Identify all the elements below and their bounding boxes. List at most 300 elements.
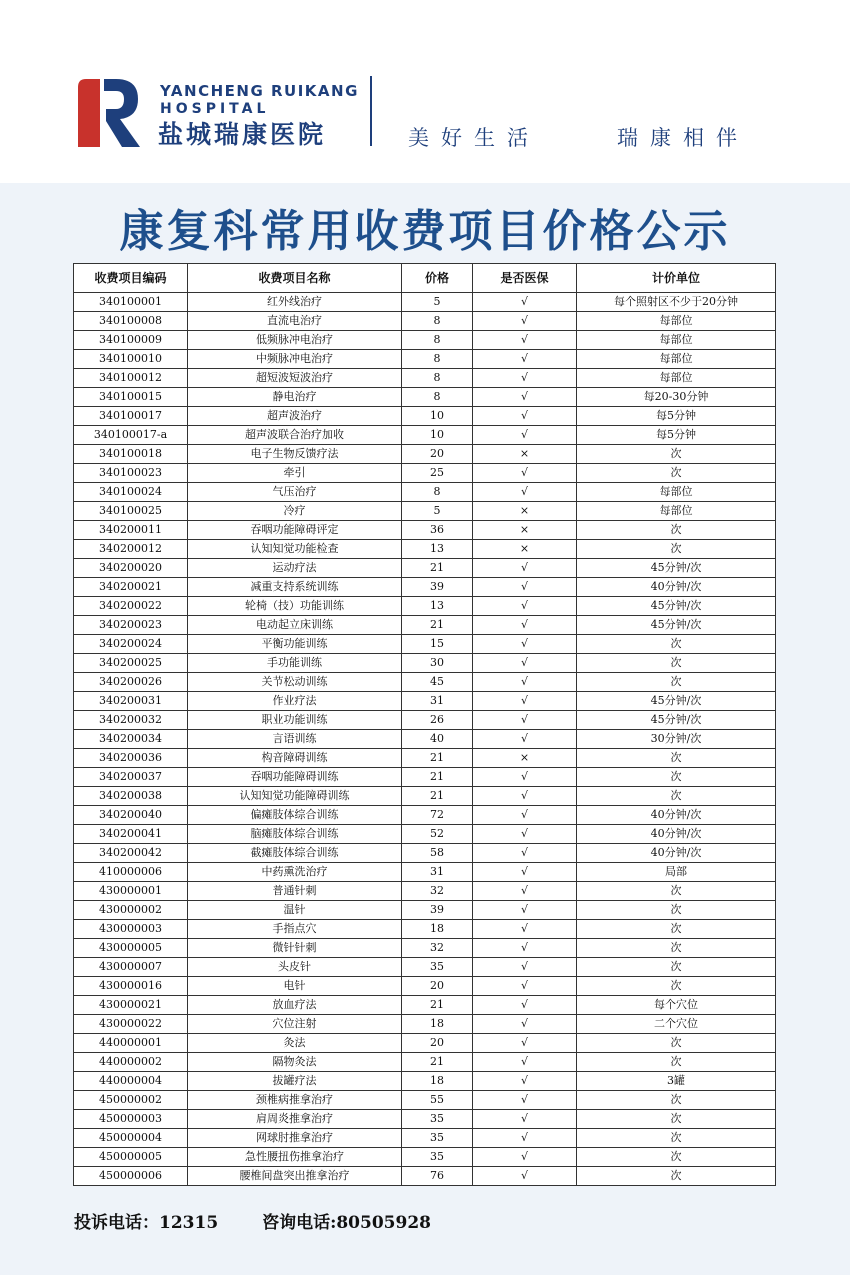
item-insurance: √ <box>473 312 577 331</box>
item-code: 340100010 <box>74 350 188 369</box>
item-code: 430000022 <box>74 1015 188 1034</box>
item-code: 340100023 <box>74 464 188 483</box>
table-row <box>74 388 776 407</box>
item-unit: 每20-30分钟 <box>577 388 776 407</box>
item-price: 55 <box>402 1091 473 1110</box>
item-price: 15 <box>402 635 473 654</box>
item-code: 430000001 <box>74 882 188 901</box>
item-price: 36 <box>402 521 473 540</box>
item-insurance: × <box>473 502 577 521</box>
item-price: 20 <box>402 445 473 464</box>
item-code: 430000016 <box>74 977 188 996</box>
item-insurance: √ <box>473 711 577 730</box>
item-price: 31 <box>402 863 473 882</box>
item-unit: 次 <box>577 654 776 673</box>
item-code: 340100017 <box>74 407 188 426</box>
item-unit: 每5分钟 <box>577 407 776 426</box>
item-insurance: √ <box>473 350 577 369</box>
item-name: 红外线治疗 <box>188 293 402 312</box>
item-price: 18 <box>402 1072 473 1091</box>
logo-name-english-1: YANCHENG RUIKANG <box>160 82 359 100</box>
table-row <box>74 749 776 768</box>
item-name: 言语训练 <box>188 730 402 749</box>
item-price: 26 <box>402 711 473 730</box>
table-row <box>74 578 776 597</box>
item-price: 35 <box>402 958 473 977</box>
item-name: 脑瘫肢体综合训练 <box>188 825 402 844</box>
item-insurance: √ <box>473 1072 577 1091</box>
item-price: 21 <box>402 616 473 635</box>
item-unit: 次 <box>577 521 776 540</box>
item-unit: 次 <box>577 540 776 559</box>
item-price: 21 <box>402 787 473 806</box>
item-code: 340200034 <box>74 730 188 749</box>
item-insurance: √ <box>473 331 577 350</box>
header-banner <box>0 0 850 183</box>
item-code: 340200032 <box>74 711 188 730</box>
item-unit: 45分钟/次 <box>577 597 776 616</box>
item-unit: 每部位 <box>577 312 776 331</box>
item-insurance: √ <box>473 1091 577 1110</box>
header-code: 收费项目编码 <box>74 264 188 293</box>
item-name: 减重支持系统训练 <box>188 578 402 597</box>
item-unit: 45分钟/次 <box>577 559 776 578</box>
item-price: 31 <box>402 692 473 711</box>
item-unit: 次 <box>577 464 776 483</box>
item-code: 440000002 <box>74 1053 188 1072</box>
item-name: 电子生物反馈疗法 <box>188 445 402 464</box>
item-insurance: √ <box>473 654 577 673</box>
item-unit: 次 <box>577 787 776 806</box>
item-unit: 次 <box>577 1148 776 1167</box>
item-code: 430000003 <box>74 920 188 939</box>
item-name: 牵引 <box>188 464 402 483</box>
item-insurance: √ <box>473 1129 577 1148</box>
item-unit: 每5分钟 <box>577 426 776 445</box>
item-insurance: √ <box>473 882 577 901</box>
item-name: 电动起立床训练 <box>188 616 402 635</box>
item-insurance: × <box>473 445 577 464</box>
item-name: 运动疗法 <box>188 559 402 578</box>
item-name: 肩周炎推拿治疗 <box>188 1110 402 1129</box>
item-unit: 次 <box>577 1129 776 1148</box>
item-name: 职业功能训练 <box>188 711 402 730</box>
item-insurance: √ <box>473 920 577 939</box>
item-code: 340100018 <box>74 445 188 464</box>
item-name: 普通针刺 <box>188 882 402 901</box>
item-insurance: √ <box>473 958 577 977</box>
item-name: 微针针刺 <box>188 939 402 958</box>
table-row <box>74 407 776 426</box>
complaint-phone: 投诉电话：12315 <box>74 1213 219 1233</box>
item-price: 18 <box>402 920 473 939</box>
item-price: 8 <box>402 312 473 331</box>
item-code: 430000002 <box>74 901 188 920</box>
item-price: 35 <box>402 1110 473 1129</box>
item-insurance: √ <box>473 1015 577 1034</box>
item-code: 340200026 <box>74 673 188 692</box>
item-unit: 次 <box>577 749 776 768</box>
item-price: 8 <box>402 350 473 369</box>
item-insurance: √ <box>473 464 577 483</box>
item-unit: 次 <box>577 635 776 654</box>
item-name: 拔罐疗法 <box>188 1072 402 1091</box>
item-insurance: √ <box>473 730 577 749</box>
slogan-part-1: 美好生活 <box>408 126 540 150</box>
item-insurance: √ <box>473 616 577 635</box>
item-insurance: √ <box>473 806 577 825</box>
item-unit: 次 <box>577 1034 776 1053</box>
item-code: 340200031 <box>74 692 188 711</box>
item-unit: 次 <box>577 1091 776 1110</box>
item-price: 8 <box>402 483 473 502</box>
item-name: 关节松动训练 <box>188 673 402 692</box>
item-price: 21 <box>402 559 473 578</box>
item-price: 72 <box>402 806 473 825</box>
item-insurance: √ <box>473 1034 577 1053</box>
item-name: 超声波治疗 <box>188 407 402 426</box>
table-row <box>74 673 776 692</box>
item-name: 气压治疗 <box>188 483 402 502</box>
item-code: 450000005 <box>74 1148 188 1167</box>
page-title: 康复科常用收费项目价格公示 <box>119 206 731 257</box>
item-name: 作业疗法 <box>188 692 402 711</box>
item-code: 340100012 <box>74 369 188 388</box>
item-unit: 每部位 <box>577 331 776 350</box>
item-name: 截瘫肢体综合训练 <box>188 844 402 863</box>
item-code: 340100015 <box>74 388 188 407</box>
item-code: 440000001 <box>74 1034 188 1053</box>
item-price: 8 <box>402 388 473 407</box>
item-name: 隔物灸法 <box>188 1053 402 1072</box>
table-row <box>74 502 776 521</box>
table-row <box>74 863 776 882</box>
item-code: 440000004 <box>74 1072 188 1091</box>
item-name: 急性腰扭伤推拿治疗 <box>188 1148 402 1167</box>
table-body <box>74 293 776 1186</box>
item-code: 450000002 <box>74 1091 188 1110</box>
item-name: 吞咽功能障碍训练 <box>188 768 402 787</box>
item-insurance: √ <box>473 426 577 445</box>
item-price: 5 <box>402 502 473 521</box>
item-unit: 45分钟/次 <box>577 692 776 711</box>
item-insurance: √ <box>473 939 577 958</box>
item-insurance: √ <box>473 578 577 597</box>
table-row <box>74 711 776 730</box>
price-table <box>73 263 776 1186</box>
header-insurance: 是否医保 <box>473 264 577 293</box>
table-row <box>74 654 776 673</box>
table-row <box>74 635 776 654</box>
table-row <box>74 996 776 1015</box>
header-name: 收费项目名称 <box>188 264 402 293</box>
table-row <box>74 730 776 749</box>
item-unit: 次 <box>577 901 776 920</box>
item-name: 认知知觉功能检查 <box>188 540 402 559</box>
item-price: 58 <box>402 844 473 863</box>
item-insurance: × <box>473 749 577 768</box>
item-name: 平衡功能训练 <box>188 635 402 654</box>
item-price: 20 <box>402 1034 473 1053</box>
item-insurance: √ <box>473 1148 577 1167</box>
table-row <box>74 901 776 920</box>
item-name: 穴位注射 <box>188 1015 402 1034</box>
item-name: 网球肘推拿治疗 <box>188 1129 402 1148</box>
item-code: 340200012 <box>74 540 188 559</box>
slogan-part-2: 瑞康相伴 <box>617 126 749 150</box>
item-insurance: √ <box>473 597 577 616</box>
item-insurance: √ <box>473 901 577 920</box>
item-price: 25 <box>402 464 473 483</box>
item-unit: 二个穴位 <box>577 1015 776 1034</box>
item-insurance: √ <box>473 407 577 426</box>
table-row <box>74 293 776 312</box>
item-code: 340100024 <box>74 483 188 502</box>
item-code: 340200023 <box>74 616 188 635</box>
item-insurance: √ <box>473 863 577 882</box>
item-code: 340200040 <box>74 806 188 825</box>
item-insurance: √ <box>473 293 577 312</box>
table-row <box>74 559 776 578</box>
table-row <box>74 331 776 350</box>
item-code: 340200025 <box>74 654 188 673</box>
item-insurance: √ <box>473 635 577 654</box>
item-insurance: √ <box>473 388 577 407</box>
item-price: 21 <box>402 749 473 768</box>
item-price: 40 <box>402 730 473 749</box>
item-code: 340200011 <box>74 521 188 540</box>
item-price: 39 <box>402 578 473 597</box>
item-price: 30 <box>402 654 473 673</box>
item-unit: 次 <box>577 445 776 464</box>
item-unit: 每个照射区不少于20分钟 <box>577 293 776 312</box>
item-price: 8 <box>402 331 473 350</box>
item-unit: 次 <box>577 977 776 996</box>
table-row <box>74 1129 776 1148</box>
table-row <box>74 464 776 483</box>
item-name: 中药熏洗治疗 <box>188 863 402 882</box>
item-price: 21 <box>402 996 473 1015</box>
table-row <box>74 768 776 787</box>
item-code: 340200020 <box>74 559 188 578</box>
logo-name-english-2: HOSPITAL <box>160 101 270 117</box>
item-unit: 每部位 <box>577 502 776 521</box>
item-insurance: √ <box>473 844 577 863</box>
table-row <box>74 939 776 958</box>
item-price: 52 <box>402 825 473 844</box>
table-header-row <box>74 264 776 293</box>
item-code: 450000003 <box>74 1110 188 1129</box>
table-row <box>74 616 776 635</box>
item-code: 430000007 <box>74 958 188 977</box>
item-name: 手指点穴 <box>188 920 402 939</box>
item-unit: 次 <box>577 1053 776 1072</box>
item-code: 340200037 <box>74 768 188 787</box>
table-row <box>74 426 776 445</box>
table-row <box>74 882 776 901</box>
item-code: 340100025 <box>74 502 188 521</box>
item-unit: 45分钟/次 <box>577 711 776 730</box>
item-code: 340200021 <box>74 578 188 597</box>
item-insurance: √ <box>473 1053 577 1072</box>
item-unit: 30分钟/次 <box>577 730 776 749</box>
item-insurance: √ <box>473 787 577 806</box>
item-name: 静电治疗 <box>188 388 402 407</box>
table-row <box>74 312 776 331</box>
item-price: 32 <box>402 939 473 958</box>
item-unit: 次 <box>577 768 776 787</box>
item-code: 340200036 <box>74 749 188 768</box>
item-unit: 3罐 <box>577 1072 776 1091</box>
item-code: 340200042 <box>74 844 188 863</box>
item-code: 450000006 <box>74 1167 188 1186</box>
item-price: 13 <box>402 597 473 616</box>
item-name: 超声波联合治疗加收 <box>188 426 402 445</box>
item-insurance: √ <box>473 996 577 1015</box>
consult-phone: 咨询电话:80505928 <box>262 1213 431 1233</box>
item-insurance: √ <box>473 768 577 787</box>
item-unit: 40分钟/次 <box>577 844 776 863</box>
header-divider <box>370 76 372 146</box>
table-row <box>74 1053 776 1072</box>
item-code: 340200041 <box>74 825 188 844</box>
item-unit: 45分钟/次 <box>577 616 776 635</box>
item-insurance: × <box>473 521 577 540</box>
table-row <box>74 1034 776 1053</box>
item-unit: 次 <box>577 882 776 901</box>
item-name: 偏瘫肢体综合训练 <box>188 806 402 825</box>
item-unit: 次 <box>577 920 776 939</box>
table-row <box>74 540 776 559</box>
table-row <box>74 1091 776 1110</box>
item-price: 35 <box>402 1148 473 1167</box>
item-name: 手功能训练 <box>188 654 402 673</box>
item-code: 430000005 <box>74 939 188 958</box>
item-unit: 每部位 <box>577 369 776 388</box>
item-code: 340100017-a <box>74 426 188 445</box>
item-name: 认知知觉功能障碍训练 <box>188 787 402 806</box>
table-row <box>74 483 776 502</box>
item-unit: 40分钟/次 <box>577 806 776 825</box>
item-price: 13 <box>402 540 473 559</box>
item-unit: 次 <box>577 1167 776 1186</box>
table-row <box>74 369 776 388</box>
table-row <box>74 350 776 369</box>
table-row <box>74 920 776 939</box>
item-code: 450000004 <box>74 1129 188 1148</box>
item-unit: 次 <box>577 1110 776 1129</box>
item-name: 轮椅（技）功能训练 <box>188 597 402 616</box>
item-price: 8 <box>402 369 473 388</box>
table-row <box>74 597 776 616</box>
item-price: 35 <box>402 1129 473 1148</box>
table-row <box>74 787 776 806</box>
item-name: 冷疗 <box>188 502 402 521</box>
item-price: 21 <box>402 768 473 787</box>
item-name: 低频脉冲电治疗 <box>188 331 402 350</box>
item-name: 放血疗法 <box>188 996 402 1015</box>
item-insurance: √ <box>473 977 577 996</box>
table-row <box>74 1167 776 1186</box>
item-insurance: √ <box>473 692 577 711</box>
table-row <box>74 844 776 863</box>
item-insurance: √ <box>473 825 577 844</box>
item-name: 电针 <box>188 977 402 996</box>
item-insurance: √ <box>473 673 577 692</box>
item-name: 直流电治疗 <box>188 312 402 331</box>
item-code: 340100001 <box>74 293 188 312</box>
item-price: 18 <box>402 1015 473 1034</box>
item-name: 灸法 <box>188 1034 402 1053</box>
item-unit: 次 <box>577 673 776 692</box>
item-unit: 每部位 <box>577 350 776 369</box>
table-row <box>74 521 776 540</box>
item-insurance: √ <box>473 1167 577 1186</box>
item-code: 340200038 <box>74 787 188 806</box>
item-name: 超短波短波治疗 <box>188 369 402 388</box>
item-name: 腰椎间盘突出推拿治疗 <box>188 1167 402 1186</box>
table-row <box>74 445 776 464</box>
table-row <box>74 825 776 844</box>
item-insurance: √ <box>473 559 577 578</box>
item-price: 10 <box>402 426 473 445</box>
item-insurance: √ <box>473 1110 577 1129</box>
item-price: 45 <box>402 673 473 692</box>
table-row <box>74 692 776 711</box>
item-insurance: × <box>473 540 577 559</box>
table-row <box>74 1110 776 1129</box>
item-name: 吞咽功能障碍评定 <box>188 521 402 540</box>
table-row <box>74 1148 776 1167</box>
item-price: 10 <box>402 407 473 426</box>
hospital-logo-icon <box>76 77 142 149</box>
item-code: 340200022 <box>74 597 188 616</box>
table-row <box>74 1072 776 1091</box>
item-name: 中频脉冲电治疗 <box>188 350 402 369</box>
table-row <box>74 977 776 996</box>
item-unit: 次 <box>577 958 776 977</box>
item-code: 340100008 <box>74 312 188 331</box>
item-name: 颈椎病推拿治疗 <box>188 1091 402 1110</box>
item-insurance: √ <box>473 483 577 502</box>
item-name: 构音障碍训练 <box>188 749 402 768</box>
logo-name-chinese: 盐城瑞康医院 <box>158 120 327 149</box>
table-row <box>74 958 776 977</box>
item-code: 410000006 <box>74 863 188 882</box>
item-unit: 局部 <box>577 863 776 882</box>
item-unit: 40分钟/次 <box>577 578 776 597</box>
item-unit: 40分钟/次 <box>577 825 776 844</box>
header-price: 价格 <box>402 264 473 293</box>
footer-contacts <box>74 1208 469 1233</box>
table-row <box>74 806 776 825</box>
item-price: 39 <box>402 901 473 920</box>
item-code: 340100009 <box>74 331 188 350</box>
item-name: 温针 <box>188 901 402 920</box>
header-unit: 计价单位 <box>577 264 776 293</box>
item-price: 21 <box>402 1053 473 1072</box>
table-row <box>74 1015 776 1034</box>
item-insurance: √ <box>473 369 577 388</box>
item-code: 430000021 <box>74 996 188 1015</box>
item-code: 340200024 <box>74 635 188 654</box>
item-unit: 每个穴位 <box>577 996 776 1015</box>
item-price: 5 <box>402 293 473 312</box>
item-unit: 次 <box>577 939 776 958</box>
item-price: 76 <box>402 1167 473 1186</box>
item-unit: 每部位 <box>577 483 776 502</box>
item-price: 20 <box>402 977 473 996</box>
